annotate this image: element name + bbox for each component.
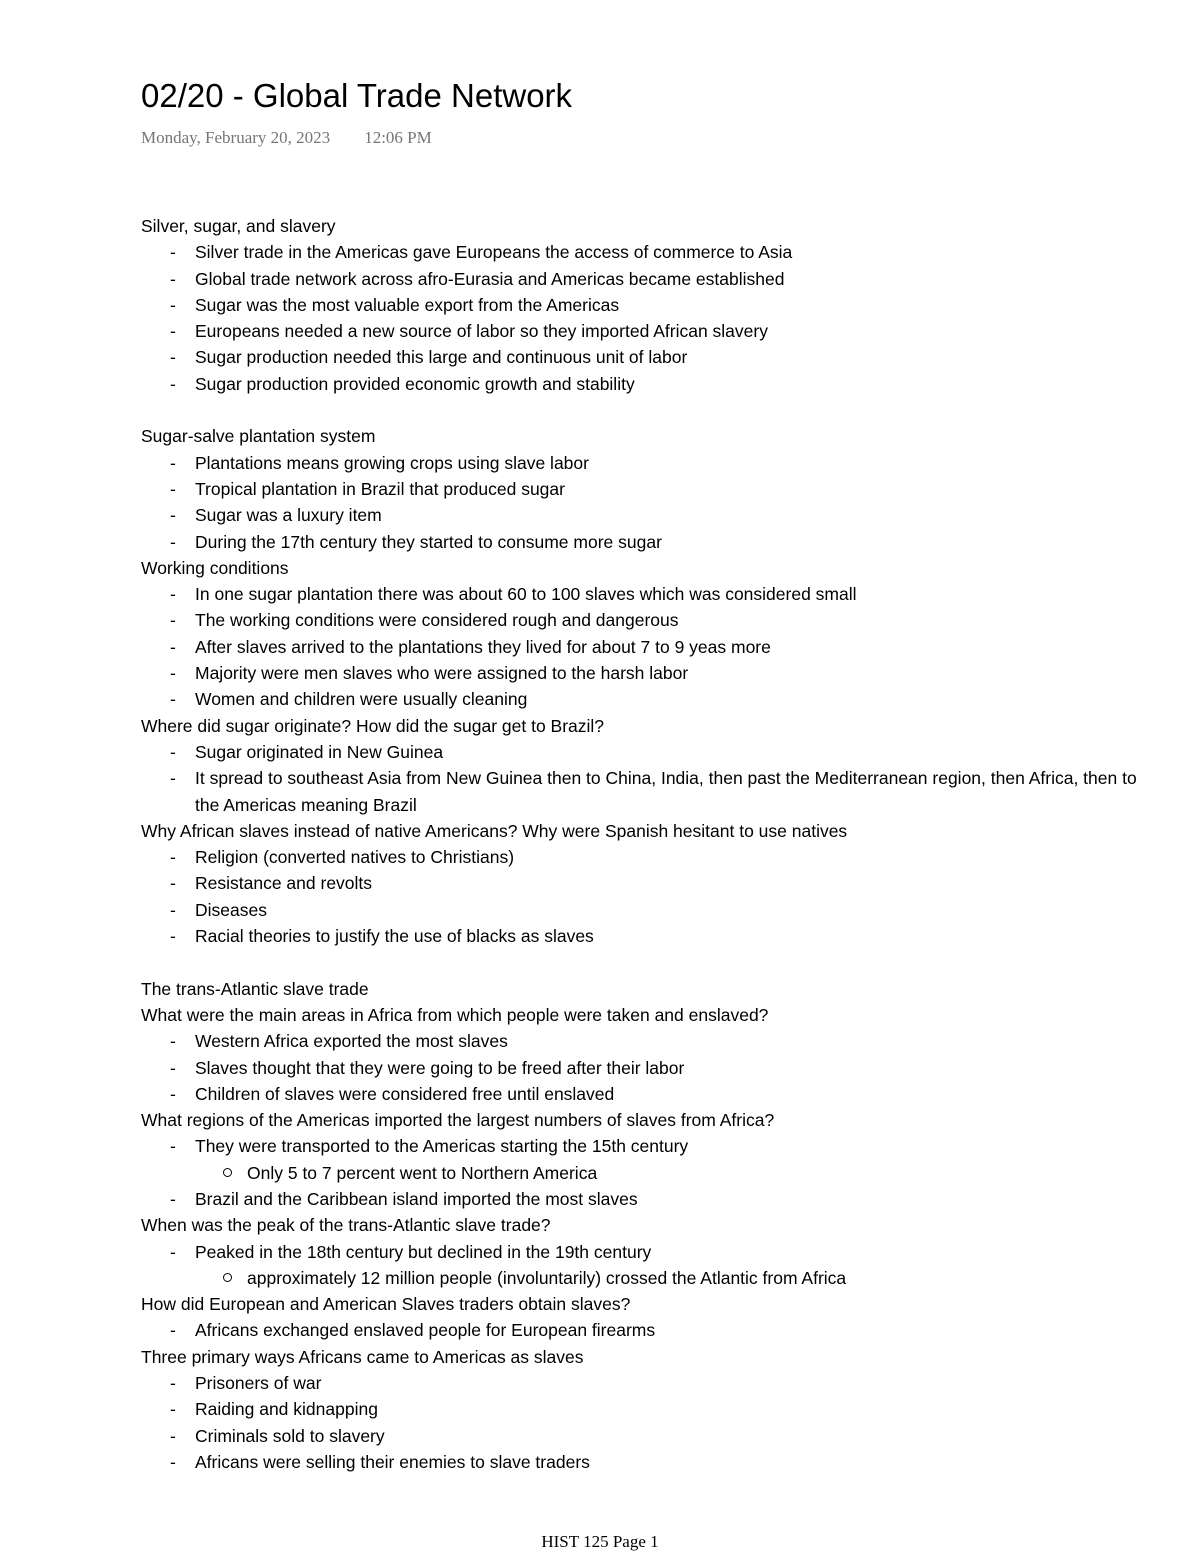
bullet-item (141, 739, 1141, 765)
bullet-text: Raiding and kidnapping (195, 1399, 378, 1420)
bullet-item (141, 765, 1141, 818)
bullet-text: Children of slaves were considered free until enslaved (195, 1083, 615, 1104)
dash-bullet-icon: - (170, 242, 176, 263)
section-heading: Sugar-salve plantation system (141, 426, 376, 447)
dash-bullet-icon: - (170, 847, 176, 868)
dash-bullet-icon: - (170, 689, 176, 710)
dash-bullet-icon: - (170, 663, 176, 684)
bullet-text: Europeans needed a new source of labor so they imported African slavery (195, 321, 768, 342)
bullet-text: Diseases (195, 899, 267, 920)
section-heading: The trans-Atlantic slave trade (141, 978, 369, 999)
dash-bullet-icon: - (170, 899, 176, 920)
bullet-text: Religion (converted natives to Christians) (195, 847, 515, 868)
dash-bullet-icon: - (170, 268, 176, 289)
dash-bullet-icon: - (170, 531, 176, 552)
bullet-item (141, 1186, 1141, 1212)
bullet-text: Slaves thought that they were going to be freed after their labor (195, 1057, 685, 1078)
bullet-item (141, 870, 1141, 896)
bullet-item (141, 1055, 1141, 1081)
bullet-item (141, 450, 1141, 476)
bullet-text: Western Africa exported the most slaves (195, 1031, 508, 1052)
section-heading: Where did sugar originate? How did the sugar get to Brazil? (141, 715, 605, 736)
bullet-item (141, 1370, 1141, 1396)
bullet-item (141, 844, 1141, 870)
bullet-text: Sugar originated in New Guinea (195, 741, 444, 762)
bullet-text: Women and children were usually cleaning (195, 689, 528, 710)
bullet-text: Sugar was a luxury item (195, 505, 382, 526)
bullet-item (141, 1028, 1141, 1054)
bullet-text: Majority were men slaves who were assigned to the harsh labor (195, 663, 689, 684)
dash-bullet-icon: - (170, 505, 176, 526)
section-heading: Silver, sugar, and slavery (141, 216, 336, 236)
dash-bullet-icon: - (170, 1425, 176, 1446)
bullet-text: It spread to southeast Asia from New Guinea then to China, India, then past the Mediterranean region, then Africa, then to the Americas meaning Brazil (195, 768, 1137, 815)
dash-bullet-icon: - (170, 741, 176, 762)
section-heading: Why African slaves instead of native Americans? Why were Spanish hesitant to use natives (141, 820, 848, 841)
bullet-item (141, 686, 1141, 712)
dash-bullet-icon: - (170, 1188, 176, 1209)
dash-bullet-icon: - (170, 1057, 176, 1078)
bullet-text: Silver trade in the Americas gave Europeans the access of commerce to Asia (195, 242, 793, 263)
bullet-text: Africans exchanged enslaved people for European firearms (195, 1320, 656, 1341)
section-heading: Three primary ways Africans came to Americas as slaves (141, 1346, 584, 1367)
bullet-item (141, 1239, 1141, 1265)
bullet-item (141, 1449, 1141, 1475)
dash-bullet-icon: - (170, 294, 176, 315)
bullet-text: In one sugar plantation there was about 60 to 100 slaves which was considered small (195, 584, 857, 605)
bullet-item (141, 1081, 1141, 1107)
bullet-item (141, 1317, 1141, 1343)
bullet-item (141, 607, 1141, 633)
bullet-item (141, 318, 1141, 344)
bullet-text: During the 17th century they started to consume more sugar (195, 531, 662, 552)
dash-bullet-icon: - (170, 1373, 176, 1394)
bullet-text: Brazil and the Caribbean island imported the most slaves (195, 1188, 638, 1209)
bullet-item (141, 529, 1141, 555)
bullet-text: Criminals sold to slavery (195, 1425, 385, 1446)
bullet-text: The working conditions were considered rough and dangerous (195, 610, 679, 631)
dash-bullet-icon: - (170, 452, 176, 473)
dash-bullet-icon: - (170, 478, 176, 499)
dash-bullet-icon: - (170, 768, 176, 789)
page-footer: HIST 125 Page 1 (541, 1532, 659, 1551)
bullet-text: Sugar production provided economic growth and stability (195, 373, 635, 394)
bullet-text: Peaked in the 18th century but declined in the 19th century (195, 1241, 652, 1262)
bullet-text: Global trade network across afro-Eurasia and Americas became established (195, 268, 785, 289)
bullet-text: Prisoners of war (195, 1373, 322, 1394)
bullet-item (141, 371, 1141, 397)
blank-line (141, 949, 1141, 975)
bullet-text: After slaves arrived to the plantations they lived for about 7 to 9 yeas more (195, 636, 771, 657)
bullet-item (141, 923, 1141, 949)
dash-bullet-icon: - (170, 610, 176, 631)
dash-bullet-icon: - (170, 347, 176, 368)
bullet-text: Sugar production needed this large and continuous unit of labor (195, 347, 688, 368)
sub-bullet-text: approximately 12 million people (involuntarily) crossed the Atlantic from Africa (247, 1267, 847, 1288)
bullet-item (141, 634, 1141, 660)
sub-bullet-item (141, 1265, 1141, 1291)
bullet-item (141, 344, 1141, 370)
sub-bullet-item (141, 1160, 1141, 1186)
bullet-text: Resistance and revolts (195, 873, 373, 894)
bullet-item (141, 1423, 1141, 1449)
dash-bullet-icon: - (170, 926, 176, 947)
dash-bullet-icon: - (170, 636, 176, 657)
page-title: 02/20 - Global Trade Network (141, 77, 573, 114)
bullet-item (141, 581, 1141, 607)
note-body (141, 213, 1141, 1475)
bullet-text: Racial theories to justify the use of blacks as slaves (195, 926, 594, 947)
section-heading: What were the main areas in Africa from which people were taken and enslaved? (141, 1004, 769, 1025)
section-heading: When was the peak of the trans-Atlantic slave trade? (141, 1215, 551, 1236)
circle-bullet-icon (223, 1273, 232, 1282)
dash-bullet-icon: - (170, 1136, 176, 1157)
blank-line (141, 397, 1141, 423)
bullet-item (141, 660, 1141, 686)
bullet-text: Africans were selling their enemies to slave traders (195, 1451, 590, 1472)
dash-bullet-icon: - (170, 321, 176, 342)
dash-bullet-icon: - (170, 373, 176, 394)
bullet-item (141, 1133, 1141, 1159)
section-heading: How did European and American Slaves traders obtain slaves? (141, 1294, 631, 1315)
dash-bullet-icon: - (170, 1241, 176, 1262)
bullet-text: Sugar was the most valuable export from the Americas (195, 294, 620, 315)
dash-bullet-icon: - (170, 1399, 176, 1420)
bullet-item (141, 292, 1141, 318)
bullet-text: Tropical plantation in Brazil that produced sugar (195, 478, 565, 499)
circle-bullet-icon (223, 1168, 232, 1177)
section-heading: Working conditions (141, 557, 289, 578)
dash-bullet-icon: - (170, 1031, 176, 1052)
sub-bullet-text: Only 5 to 7 percent went to Northern America (247, 1162, 598, 1183)
bullet-item (141, 502, 1141, 528)
bullet-item (141, 1396, 1141, 1422)
bullet-item (141, 239, 1141, 265)
dash-bullet-icon: - (170, 1451, 176, 1472)
note-timestamp (141, 126, 432, 150)
dash-bullet-icon: - (170, 584, 176, 605)
bullet-text: Plantations means growing crops using slave labor (195, 452, 589, 473)
note-date: Monday, February 20, 2023 (141, 128, 331, 147)
bullet-item (141, 897, 1141, 923)
bullet-item (141, 476, 1141, 502)
dash-bullet-icon: - (170, 1083, 176, 1104)
dash-bullet-icon: - (170, 1320, 176, 1341)
bullet-text: They were transported to the Americas starting the 15th century (195, 1136, 689, 1157)
note-time: 12:06 PM (364, 128, 432, 147)
section-heading: What regions of the Americas imported the largest numbers of slaves from Africa? (141, 1110, 775, 1131)
bullet-item (141, 266, 1141, 292)
dash-bullet-icon: - (170, 873, 176, 894)
